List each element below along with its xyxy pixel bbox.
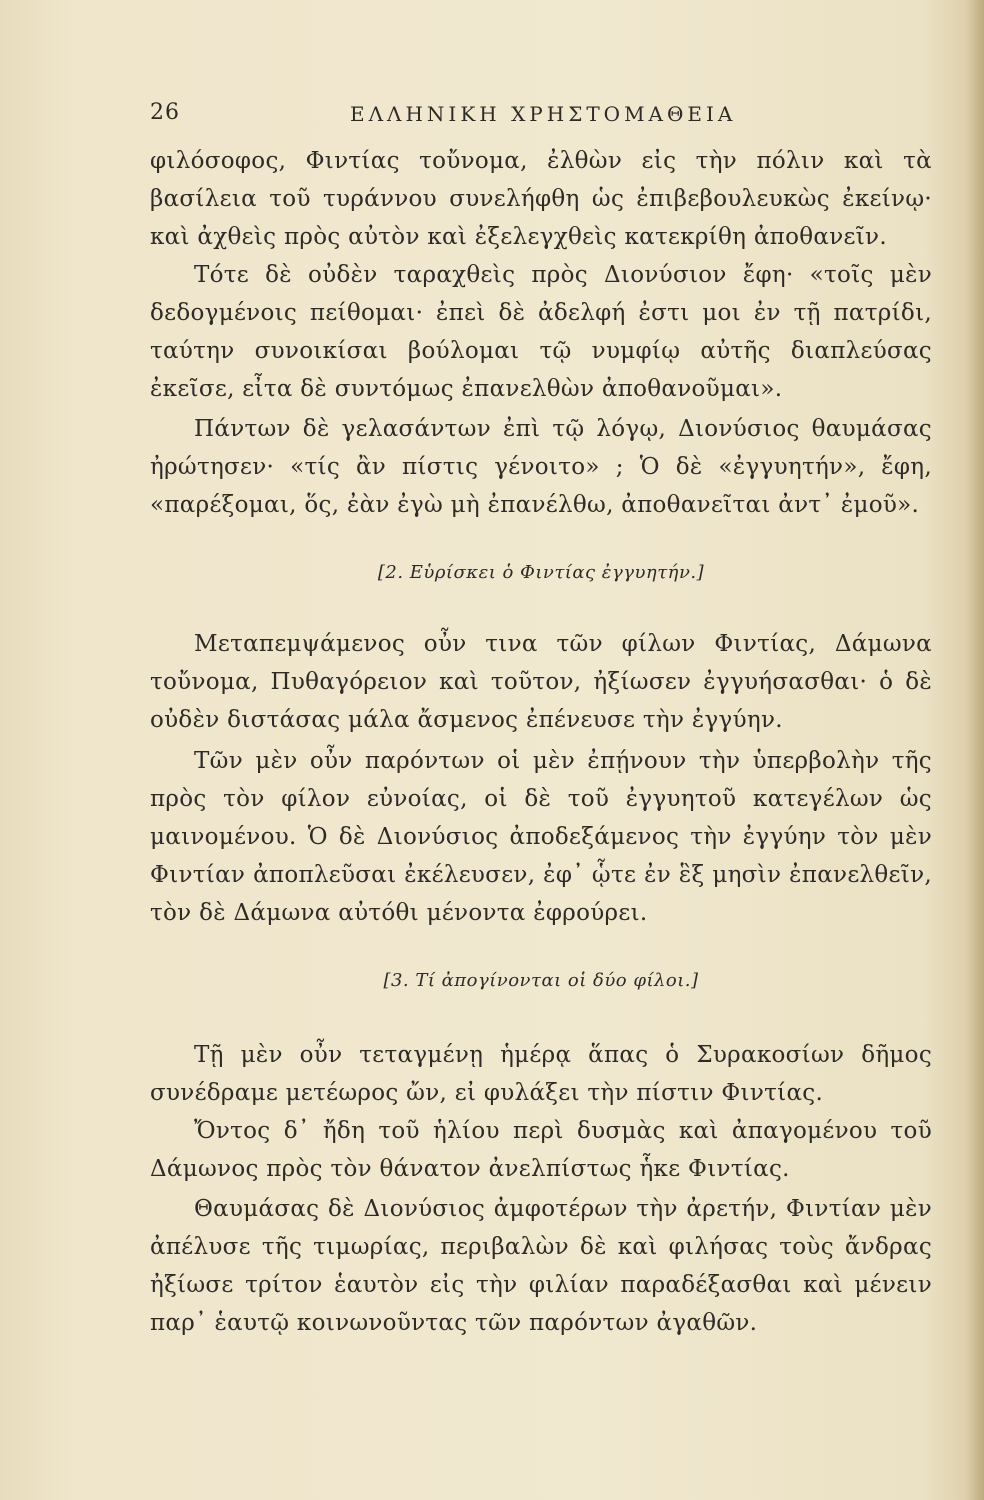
paragraph-6: Τῇ μὲν οὖν τεταγμένῃ ἡμέρᾳ ἅπας ὁ Συρακοσίων δῆμος συνέδραμε μετέωρος ὤν, εἰ φυλάξει τὴν πίστιν Φιντίας. xyxy=(150,1042,932,1106)
paragraph-2: Τότε δὲ οὐδὲν ταραχθεὶς πρὸς Διονύσιον ἔφη· «τοῖς μὲν δεδογμένοις πείθομαι· ἐπεὶ δὲ ἀδελφή ἐστι μοι ἐν τῇ πατρίδι, ταύτην συνοικίσαι βούλομαι τῷ νυμφίῳ αὐτῆς διαπλεύσας ἐκεῖσε, εἶτα δὲ συντόμως ἐπανελθὼν ἀποθανοῦμαι». xyxy=(150,262,932,402)
paragraph-5: Τῶν μὲν οὖν παρόντων οἱ μὲν ἐπῄνουν τὴν ὑπερβολὴν τῆς πρὸς τὸν φίλον εὐνοίας, οἱ δὲ τοῦ ἐγγυητοῦ κατεγέλων ὡς μαινομένου. Ὁ δὲ Διονύσιος ἀποδεξάμενος τὴν ἐγγύην τὸν μὲν Φιντίαν ἀποπλεῦσαι ἐκέλευσεν, ἐφ᾽ ᾧτε ἐν ἓξ μησὶν ἐπανελθεῖν, τὸν δὲ Δάμωνα αὐτόθι μένοντα ἐφρούρει. xyxy=(150,748,932,926)
paragraph-8: Θαυμάσας δὲ Διονύσιος ἀμφοτέρων τὴν ἀρετήν, Φιντίαν μὲν ἀπέλυσε τῆς τιμωρίας, περιβαλὼν δὲ καὶ φιλήσας τοὺς ἄνδρας ἠξίωσε τρίτον ἑαυτὸν εἰς τὴν φιλίαν παραδέξασθαι καὶ μένειν παρ᾽ ἑαυτῷ κοινωνοῦντας τῶν παρόντων ἀγαθῶν. xyxy=(150,1196,932,1336)
section-heading-3: [3. Τί ἀπογίνονται οἱ δύο φίλοι.] xyxy=(383,970,699,991)
page-header xyxy=(150,100,930,140)
paragraph-4: Μεταπεμψάμενος οὖν τινα τῶν φίλων Φιντίας, Δάμωνα τοὔνομα, Πυθαγόρειον καὶ τοῦτον, ἠξίωσεν ἐγγυήσασθαι· ὁ δὲ οὐδὲν διστάσας μάλα ἄσμενος ἐπένευσε τὴν ἐγγύην. xyxy=(150,631,932,733)
running-title: ΕΛΛΗΝΙΚΗ ΧΡΗΣΤΟΜΑΘΕΙΑ xyxy=(350,102,737,126)
page-number: 26 xyxy=(150,100,180,125)
paragraph-3: Πάντων δὲ γελασάντων ἐπὶ τῷ λόγῳ, Διονύσιος θαυμάσας ἠρώτησεν· «τίς ἂν πίστις γένοιτο» ; Ὁ δὲ «ἐγγυητήν», ἔφη, «παρέξομαι, ὅς, ἐὰν ἐγὼ μὴ ἐπανέλθω, ἀποθανεῖται ἀντ᾽ ἐμοῦ». xyxy=(150,416,932,518)
page-edge-shadow xyxy=(966,0,984,1500)
paragraph-1: φιλόσοφος, Φιντίας τοὔνομα, ἐλθὼν εἰς τὴν πόλιν καὶ τὰ βασίλεια τοῦ τυράννου συνελήφθη ὡς ἐπιβεβουλευκὼς ἐκείνῳ· καὶ ἀχθεὶς πρὸς αὐτὸν καὶ ἐξελεγχθεὶς κατεκρίθη ἀποθανεῖν. xyxy=(150,148,932,250)
section-heading-2: [2. Εὑρίσκει ὁ Φιντίας ἐγγυητήν.] xyxy=(377,562,705,583)
paragraph-7: Ὄντος δ᾽ ἤδη τοῦ ἡλίου περὶ δυσμὰς καὶ ἀπαγομένου τοῦ Δάμωνος πρὸς τὸν θάνατον ἀνελπίστως ἧκε Φιντίας. xyxy=(150,1118,932,1182)
